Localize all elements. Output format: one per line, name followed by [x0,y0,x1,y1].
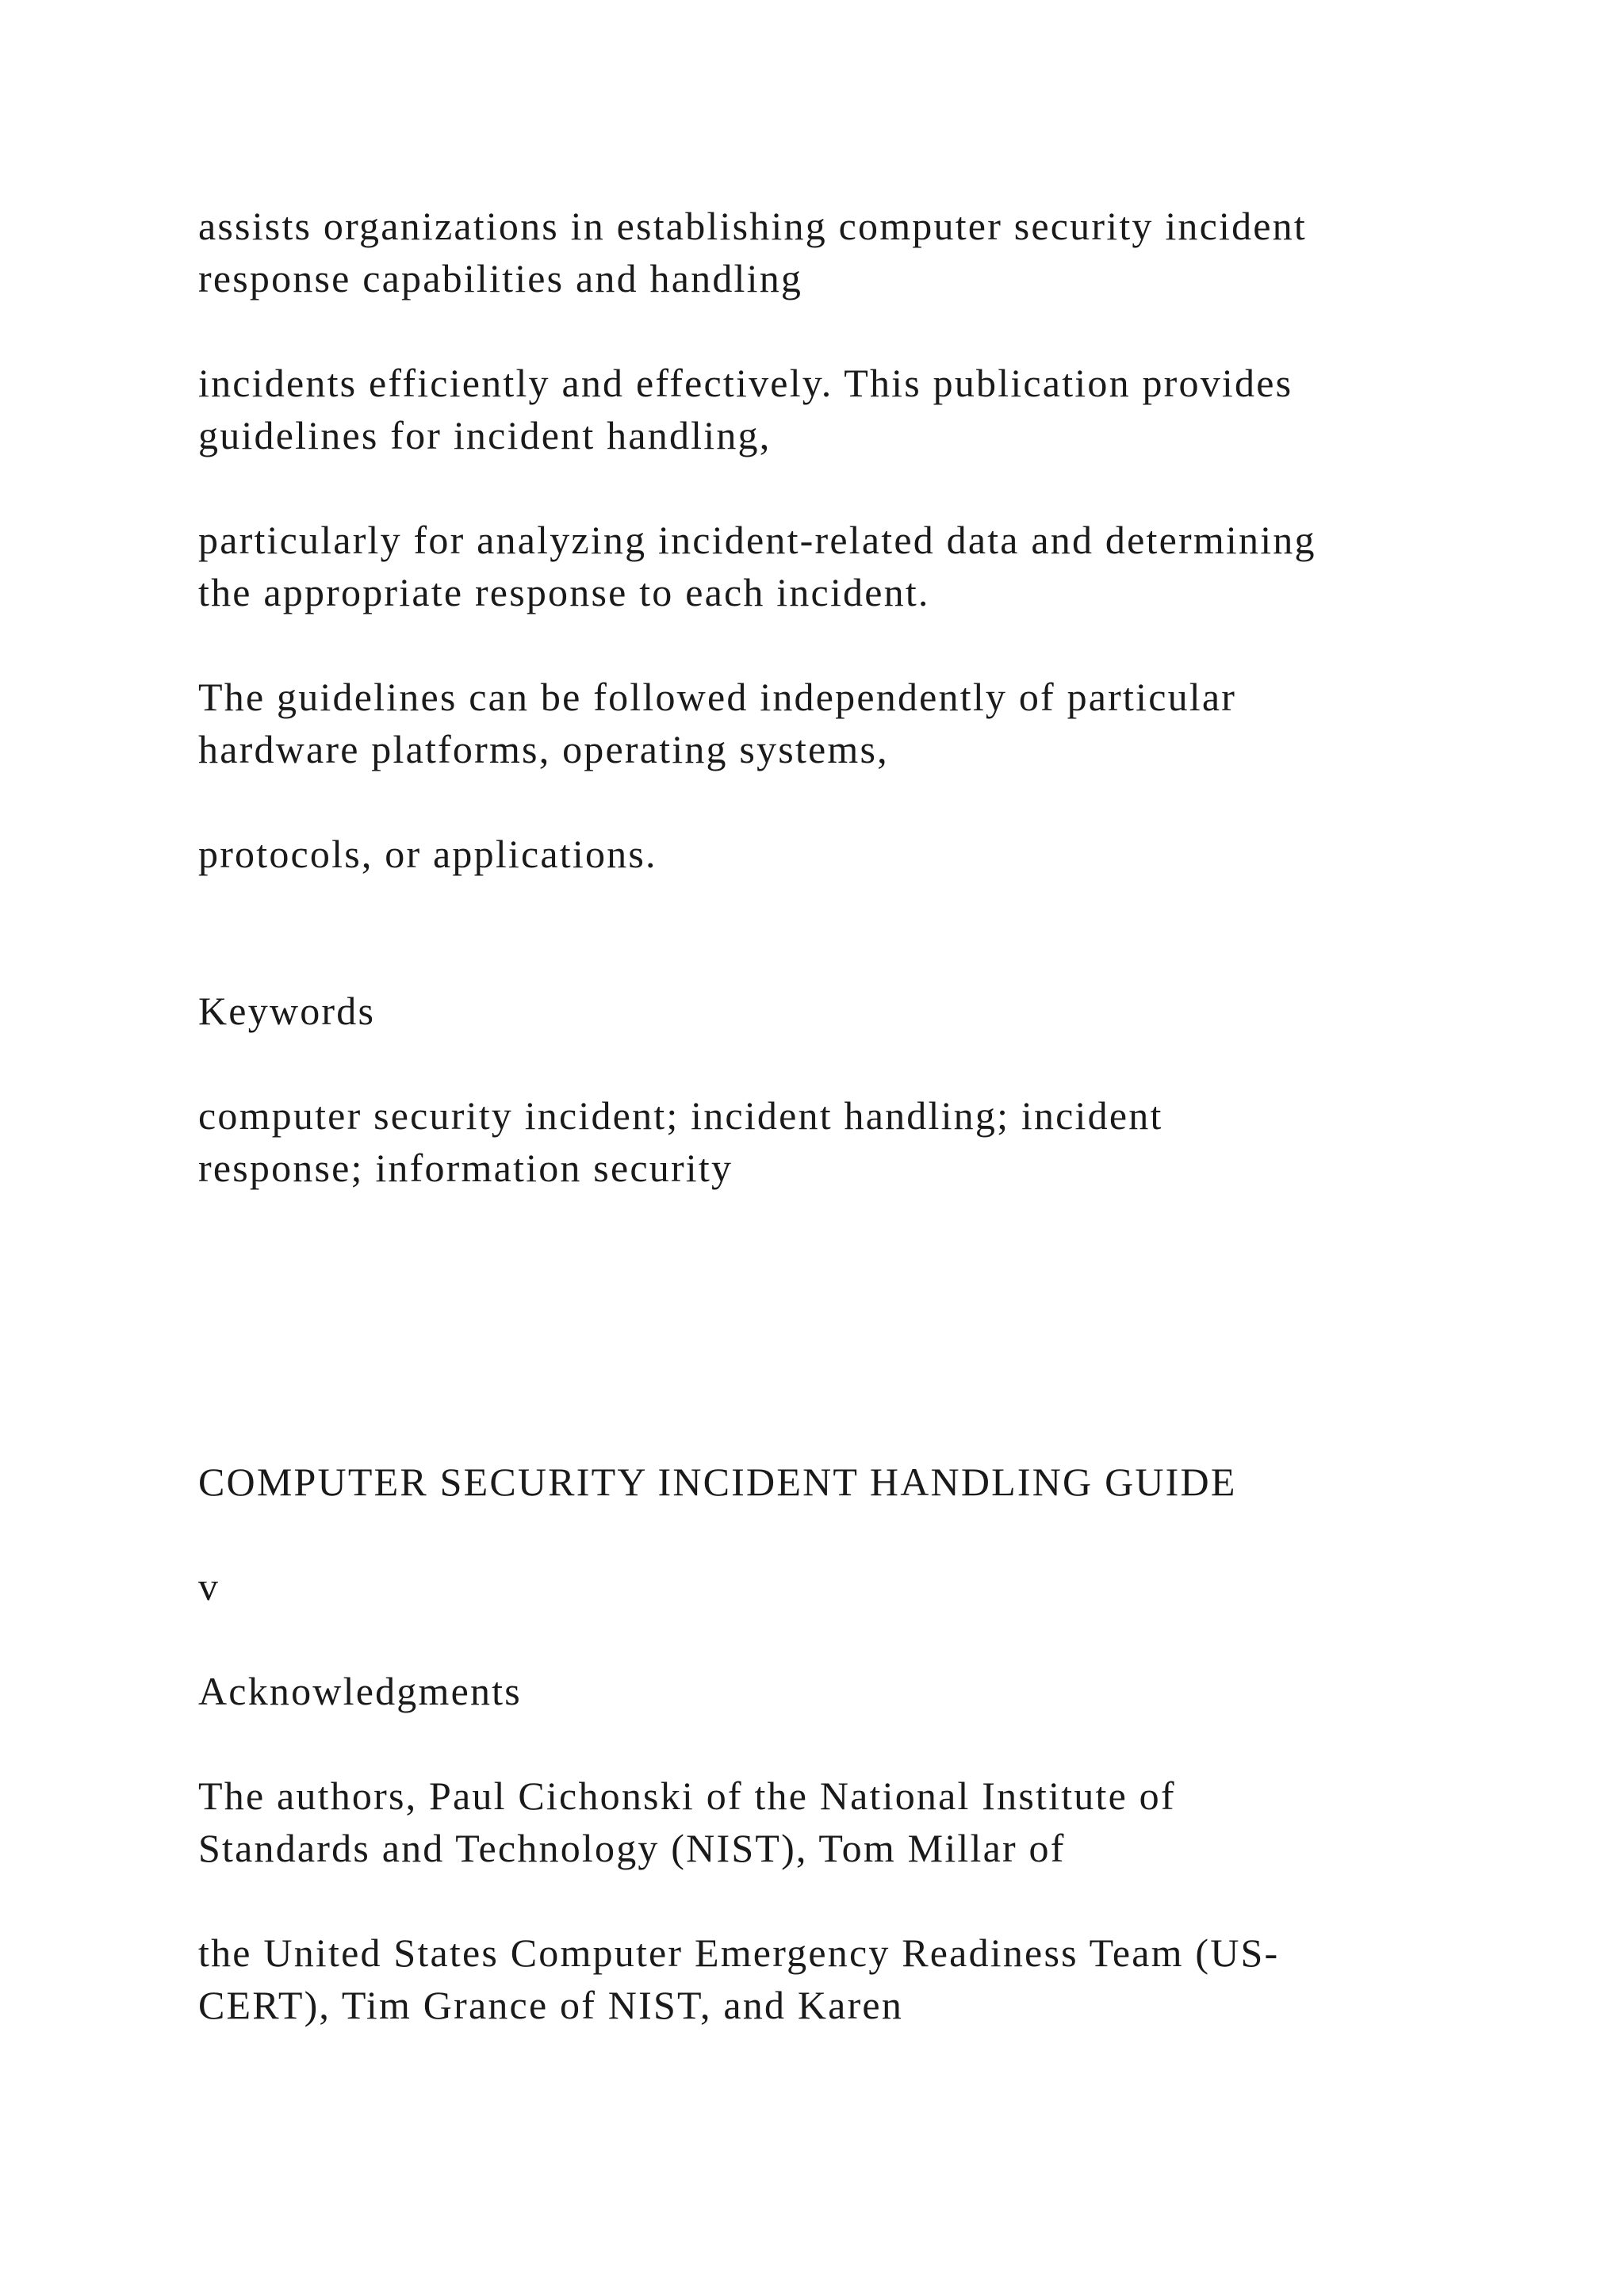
abstract-paragraph-1 [198,200,1435,304]
document-title: COMPUTER SECURITY INCIDENT HANDLING GUIDE [198,1460,1237,1504]
text-line: hardware platforms, operating systems, [198,727,889,771]
text-line: protocols, or applications. [198,832,657,876]
text-line: guidelines for incident handling, [198,413,772,457]
abstract-paragraph-2 [198,357,1435,461]
abstract-paragraph-3 [198,514,1435,618]
section-heading: Keywords [198,989,376,1033]
text-line: the appropriate response to each incident. [198,570,930,614]
page-number-text: v [198,1564,220,1609]
text-line: computer security incident; incident handling; incident [198,1093,1163,1138]
keywords-heading [198,985,1435,1037]
text-line: CERT), Tim Grance of NIST, and Karen [198,1983,904,2027]
acknowledgments-paragraph-1 [198,1770,1435,1874]
text-line: the United States Computer Emergency Readiness Team (US- [198,1931,1280,1975]
text-line: Standards and Technology (NIST), Tom Millar of [198,1826,1066,1870]
text-line: response capabilities and handling [198,256,803,300]
text-line: assists organizations in establishing computer security incident [198,204,1307,248]
text-line: The guidelines can be followed independently of particular [198,675,1237,719]
acknowledgments-heading [198,1665,1435,1717]
text-line: response; information security [198,1146,733,1190]
abstract-paragraph-4 [198,671,1435,775]
acknowledgments-paragraph-2 [198,1927,1435,2031]
text-line: particularly for analyzing incident-related data and determining [198,518,1316,562]
page-number [198,1560,1435,1613]
text-line: incidents efficiently and effectively. This publication provides [198,361,1293,405]
keywords-list [198,1089,1435,1194]
abstract-paragraph-5 [198,828,1435,880]
text-line: The authors, Paul Cichonski of the National Institute of [198,1774,1176,1818]
section-heading: Acknowledgments [198,1669,522,1713]
running-header [198,1456,1435,1508]
